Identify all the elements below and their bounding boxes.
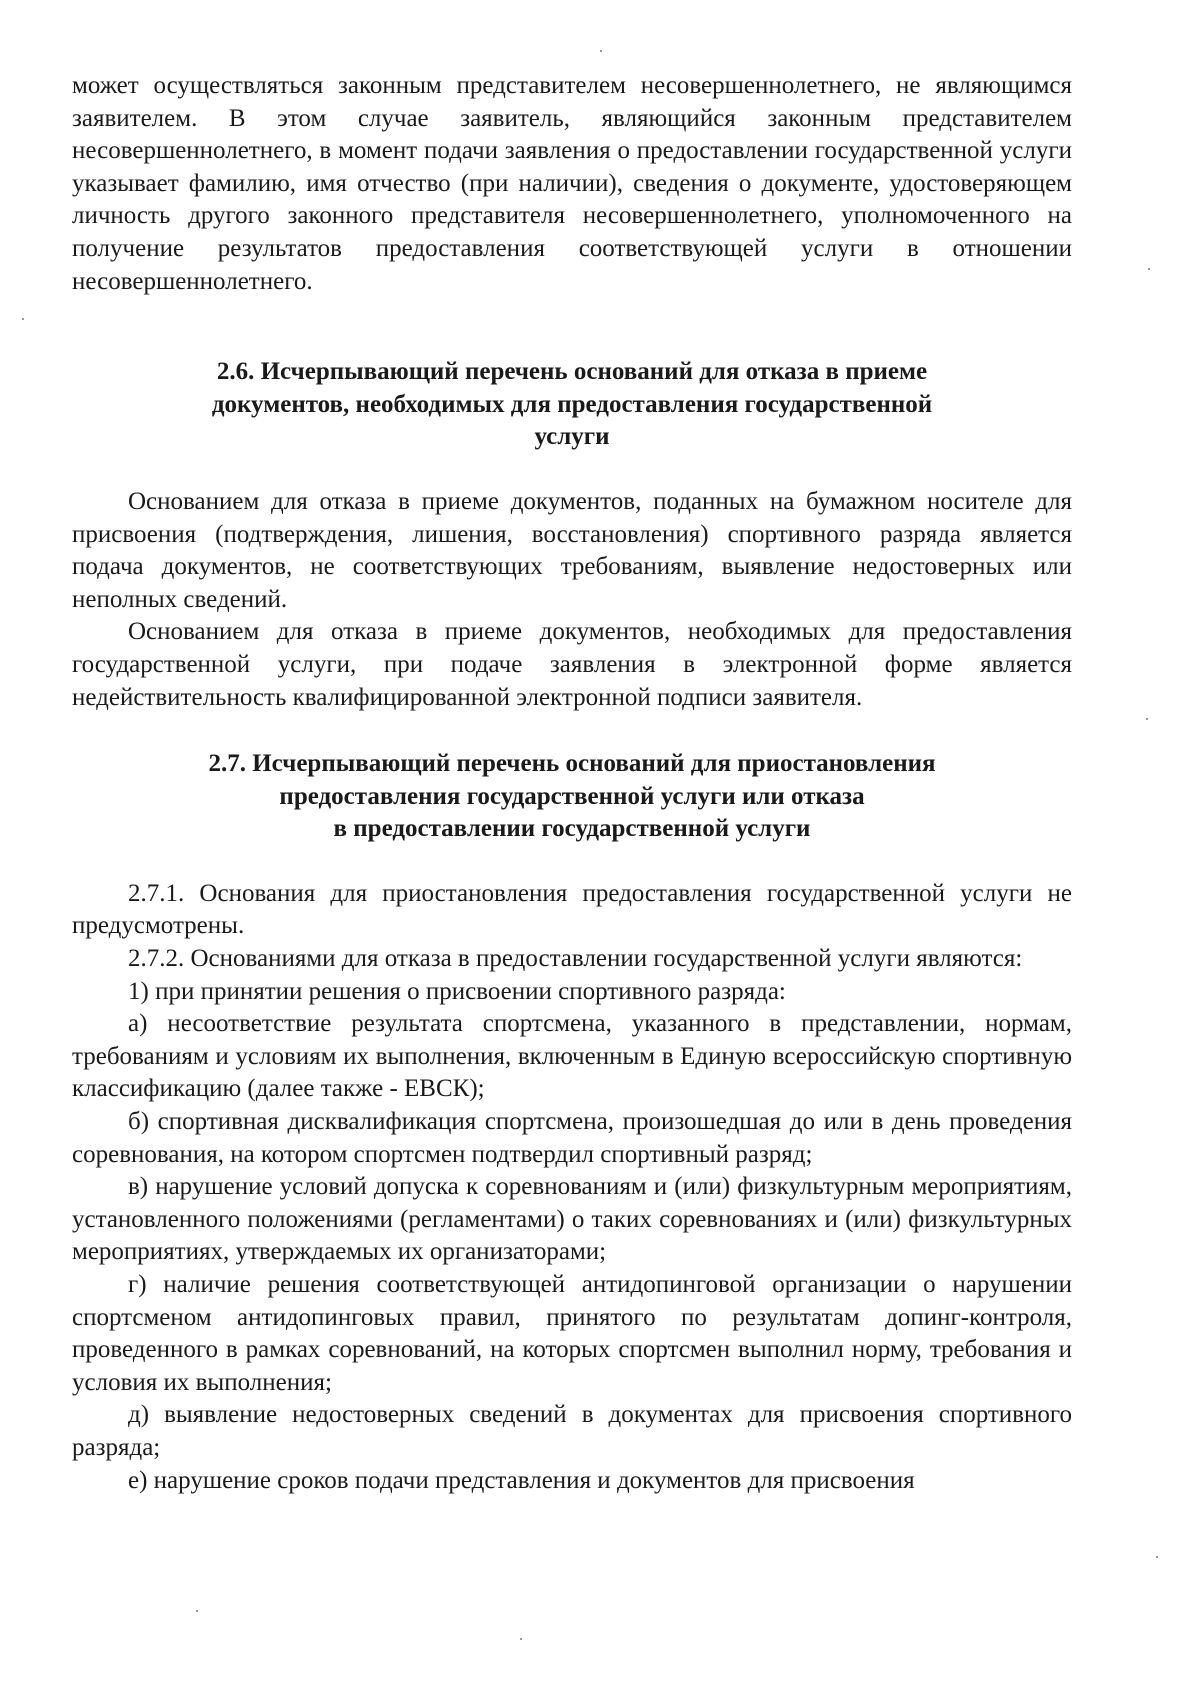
section-2-6-paragraph: Основанием для отказа в приеме документов, поданных на бумажном носителе для присвоения (подтверждения, лишения, восстановления) спортивного разряда является подача документов, не соответствующих требованиям, выявление недостоверных или неполных сведений. (72, 487, 1072, 613)
list-item: е) нарушение сроков подачи представления и документов для присвоения (128, 1466, 915, 1494)
document-page (72, 70, 1072, 1497)
scan-speck (600, 50, 602, 52)
scan-speck (1146, 718, 1148, 720)
section-2-7-heading (72, 748, 1072, 846)
section-2-7-paragraph: 2.7.2. Основаниями для отказа в предоставлении государственной услуги являются: (128, 945, 1023, 973)
section-2-7-paragraph: 2.7.1. Основания для приостановления предоставления государственной услуги не предусмотрены. (72, 879, 1072, 940)
scan-speck (520, 1638, 522, 1640)
list-item: 1) при принятии решения о присвоении спортивного разряда: (128, 977, 786, 1005)
list-item: г) наличие решения соответствующей антидопинговой организации о нарушении спортсменом антидопинговых правил, принятого по результатам допинг-контроля, проведенного в рамках соревнований, на которых спортсмен выполнил норму, требования и условия их выполнения; (72, 1271, 1072, 1396)
scan-speck (1156, 1556, 1158, 1558)
heading-line: 2.7. Исчерпывающий перечень оснований для приостановления (208, 750, 936, 778)
heading-line: услуги (534, 423, 610, 451)
heading-line: 2.6. Исчерпывающий перечень оснований для отказа в приеме (216, 358, 928, 386)
list-item: б) спортивная дисквалификация спортсмена, произошедшая до или в день проведения соревнования, на котором спортсмен подтвердил спортивный разряд; (72, 1108, 1072, 1168)
section-2-6-paragraph: Основанием для отказа в приеме документов, необходимых для предоставления государственной услуги, при подаче заявления в электронной форме является недействительность квалифицированной электронной подписи заявителя. (72, 618, 1072, 711)
list-item: д) выявление недостоверных сведений в документах для присвоения спортивного разряда; (72, 1401, 1072, 1461)
section-2-6-heading (72, 356, 1072, 454)
intro-paragraph: может осуществляться законным представителем несовершеннолетнего, не являющимся заявителем. В этом случае заявитель, являющийся законным представителем несовершеннолетнего, в момент подачи заявления о предоставлении государственной услуги указывает фамилию, имя отчество (при наличии), сведения о документе, удостоверяющем личность другого законного представителя несовершеннолетнего, уполномоченного на получение результатов предоставления соответствующей услуги в отношении несовершеннолетнего. (72, 72, 1072, 295)
heading-line: предоставления государственной услуги или отказа (279, 782, 865, 810)
scan-speck (196, 1610, 198, 1612)
heading-line: в предоставлении государственной услуги (333, 815, 811, 843)
heading-line: документов, необходимых для предоставления государственной (211, 390, 933, 418)
list-item: а) несоответствие результата спортсмена, указанного в представлении, нормам, требованиям и условиям их выполнения, включенным в Единую всероссийскую спортивную классификацию (далее также - ЕВСК); (72, 1010, 1072, 1103)
scan-speck (22, 318, 24, 320)
scan-speck (1148, 268, 1150, 270)
list-item: в) нарушение условий допуска к соревнованиям и (или) физкультурным мероприятиям, установленного положениями (регламентами) о таких соревнованиях и (или) физкультурных мероприятиях, утверждаемых их организаторами; (72, 1173, 1072, 1266)
